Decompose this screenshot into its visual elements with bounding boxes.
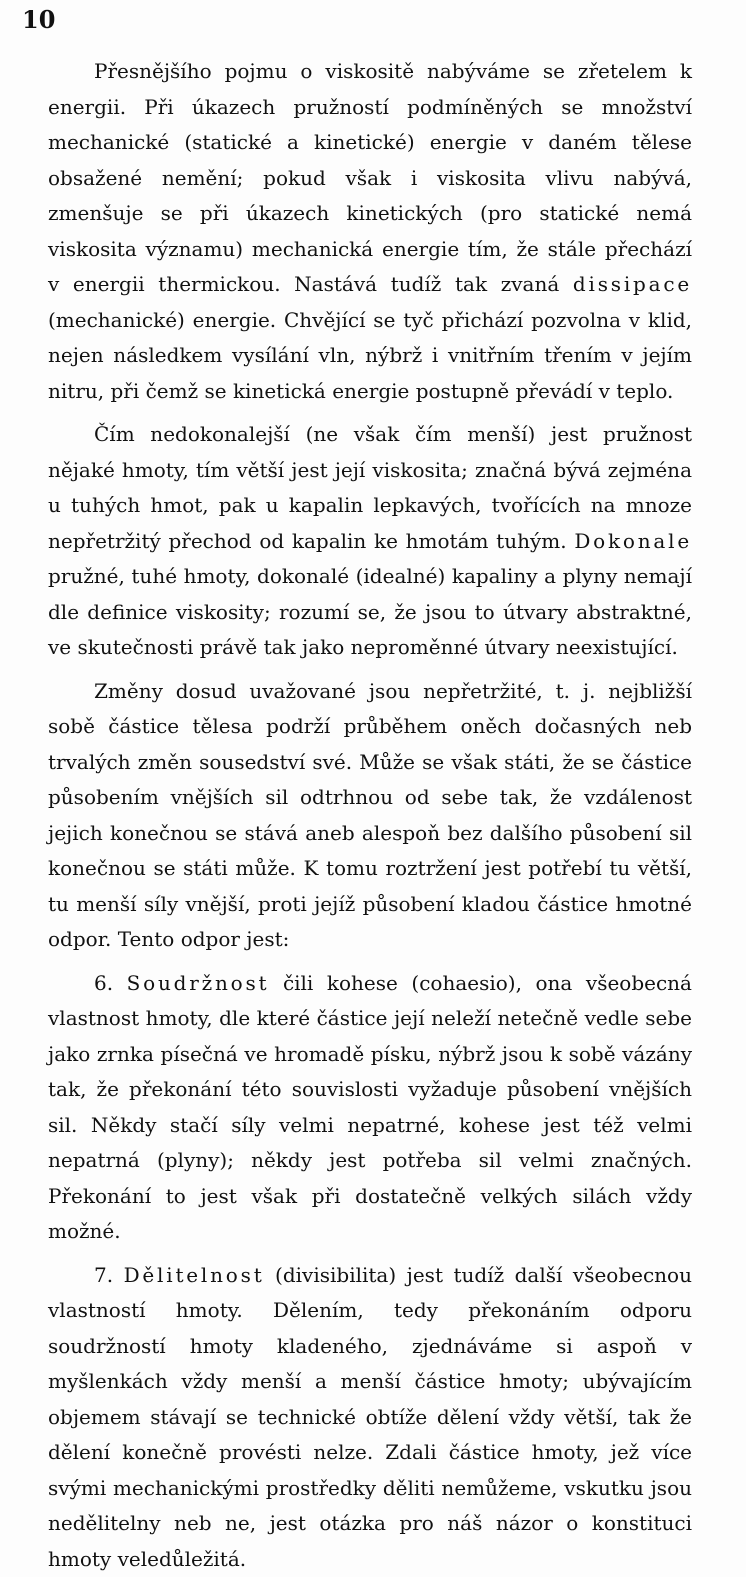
paragraph-text: pružné, tuhé hmoty, dokonalé (idealné) kapaliny a plyny nemají dle definice viskosity; rozumí se, že jsou to útvary abstraktné, ve skutečnosti právě tak jako neproměnné útvary neexistující. (48, 564, 692, 659)
paragraph-viscosity-materials (48, 417, 692, 666)
section-number: 6. (94, 971, 127, 995)
spaced-term: Dělitelnost (124, 1263, 265, 1287)
body-text (48, 54, 692, 1577)
paragraph-text: Přesnějšího pojmu o viskositě nabýváme se zřetelem k energii. Při úkazech pružností podmíněných se množství mechanické (statické a kinetické) energie v daném tělese obsažené nemění; pokud však i viskosita vlivu nabývá, zmenšuje se při úkazech kinetických (pro statické nemá viskosita významu) mechanická energie tím, že stále přechází v energii thermickou. Nastává tudíž tak zvaná (48, 59, 692, 296)
paragraph-divisibility (48, 1258, 692, 1577)
paragraph-text: Změny dosud uvažované jsou nepřetržité, t. j. nejbližší sobě částice tělesa podrží průběhem oněch dočasných neb trvalých změn sousedství své. Může se však státi, že se částice působením vnějších sil odtrhnou od sebe tak, že vzdálenost jejich konečnou se stává aneb alespoň bez dalšího působení sil konečnou se státi může. K tomu roztržení jest potřebí tu větší, tu menší síly vnější, proti jejíž působení kladou částice hmotné odpor. Tento odpor jest: (48, 679, 692, 952)
section-number: 7. (94, 1263, 124, 1287)
spaced-term: dissipace (573, 272, 692, 296)
paragraph-text: (divisibilita) jest tudíž další všeobecnou vlastností hmoty. Dělením, tedy překonáním odporu soudržností hmoty kladeného, zjednáváme si aspoň v myšlenkách vždy menší a menší částice hmoty; ubývajícím objemem stávají se technické obtíže dělení vždy větší, tak že dělení konečně provésti nelze. Zdali částice hmoty, jež více svými mechanickými prostředky děliti nemůžeme, vskutku jsou nedělitelny neb ne, jest otázka pro náš názor o konstituci hmoty veledůležitá. (48, 1263, 692, 1571)
page-number: 10 (22, 6, 55, 35)
paragraph-viscosity-energy (48, 54, 692, 409)
paragraph-text: (mechanické) energie. Chvějící se tyč přichází pozvolna v klid, nejen následkem vysílání vln, nýbrž i vnitřním třením v jejím nitru, při čemž se kinetická energie postupně převádí v teplo. (48, 308, 692, 403)
paragraph-cohesion (48, 966, 692, 1250)
spaced-term: Soudržnost (127, 971, 270, 995)
paragraph-text: Čím nedokonalejší (ne však čím menší) jest pružnost nějaké hmoty, tím větší jest její viskosita; značná bývá zejména u tuhých hmot, pak u kapalin lepkavých, tvořících na mnoze nepřetržitý přechod od kapalin ke hmotám tuhým. (48, 422, 692, 553)
paragraph-text: čili kohese (cohaesio), ona všeobecná vlastnost hmoty, dle které částice její neleží netečně vedle sebe jako zrnka písečná ve hromadě písku, nýbrž jsou k sobě vázány tak, že překonání této souvislosti vyžaduje působení vnějších sil. Někdy stačí síly velmi nepatrné, kohese jest též velmi nepatrná (plyny); někdy jest potřeba sil velmi značných. Překonání to jest však při dostatečně velkých silách vždy možné. (48, 971, 692, 1244)
spaced-term: Dokonale (574, 529, 692, 553)
paragraph-continuous-changes (48, 674, 692, 958)
